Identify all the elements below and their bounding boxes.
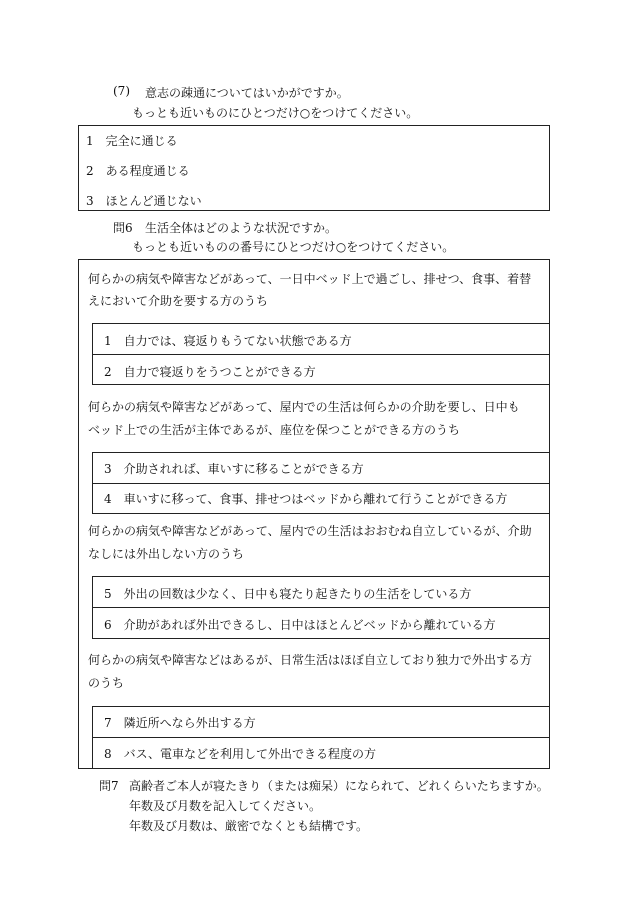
q6-group1-text-line2: えにおいて介助を要する方のうち <box>88 294 269 308</box>
q6-option-2[interactable]: 2 自力で寝返りをうつことができる方 <box>104 365 316 379</box>
q6-group1-text-line1: 何らかの病気や障害などがあって、一日中ベッド上で過ごし、排せつ、食事、着替 <box>88 272 532 286</box>
q6-instruction: もっとも近いものの番号にひとつだけ○をつけてください。 <box>132 240 455 254</box>
q6-option-7[interactable]: 7 隣近所へなら外出する方 <box>104 716 256 730</box>
q7-option-1[interactable]: 1 完全に通じる <box>86 134 178 148</box>
q7-title: 意志の疎通についてはいかがですか。 <box>145 86 349 100</box>
q6-group4-text-line1: 何らかの病気や障害などはあるが、日常生活はほぼ自立しており独力で外出する方 <box>88 653 533 667</box>
q7-instruction: もっとも近いものにひとつだけ○をつけてください。 <box>132 106 419 120</box>
q6-number: 問6 <box>113 221 133 235</box>
q6-group4-divider <box>92 737 550 738</box>
q6-option-3[interactable]: 3 介助されれば、車いすに移ることができる方 <box>104 462 364 476</box>
q7-number: (7) <box>113 84 130 98</box>
q7b-number: 問7 <box>99 779 119 793</box>
q6-group4-text-line2: のうち <box>88 676 125 690</box>
q7b-instruction-2: 年数及び月数は、厳密でなくとも結構です。 <box>129 819 369 833</box>
q6-group1-divider <box>92 354 550 355</box>
q6-title: 生活全体はどのような状況ですか。 <box>145 221 338 235</box>
q7-option-3[interactable]: 3 ほとんど通じない <box>86 194 202 208</box>
q6-group2-divider <box>92 483 550 484</box>
q7-option-2[interactable]: 2 ある程度通じる <box>86 164 190 178</box>
q6-option-8[interactable]: 8 バス、電車などを利用して外出できる程度の方 <box>104 747 376 761</box>
q6-group3-text-line1: 何らかの病気や障害などがあって、屋内での生活はおおむね自立しているが、介助 <box>88 524 532 538</box>
q7b-title: 高齢者ご本人が寝たきり（または痴呆）になられて、どれくらいたちますか。 <box>129 779 549 793</box>
q6-group2-text-line2: ベッド上での生活が主体であるが、座位を保つことができる方のうち <box>88 423 461 437</box>
q6-option-1[interactable]: 1 自力では、寝返りもうてない状態である方 <box>104 334 352 348</box>
q6-option-6[interactable]: 6 介助があれば外出できるし、日中はほとんどベッドから離れている方 <box>104 618 496 632</box>
q6-option-5[interactable]: 5 外出の回数は少なく、日中も寝たり起きたりの生活をしている方 <box>104 587 472 601</box>
q6-group2-text-line1: 何らかの病気や障害などがあって、屋内での生活は何らかの介助を要し、日中も <box>88 400 520 414</box>
q7b-instruction-1: 年数及び月数を記入してください。 <box>129 799 322 813</box>
q6-group3-divider <box>92 607 550 608</box>
q6-group3-text-line2: なしには外出しない方のうち <box>88 547 245 561</box>
q6-option-4[interactable]: 4 車いすに移って、食事、排せつはベッドから離れて行うことができる方 <box>104 492 508 506</box>
